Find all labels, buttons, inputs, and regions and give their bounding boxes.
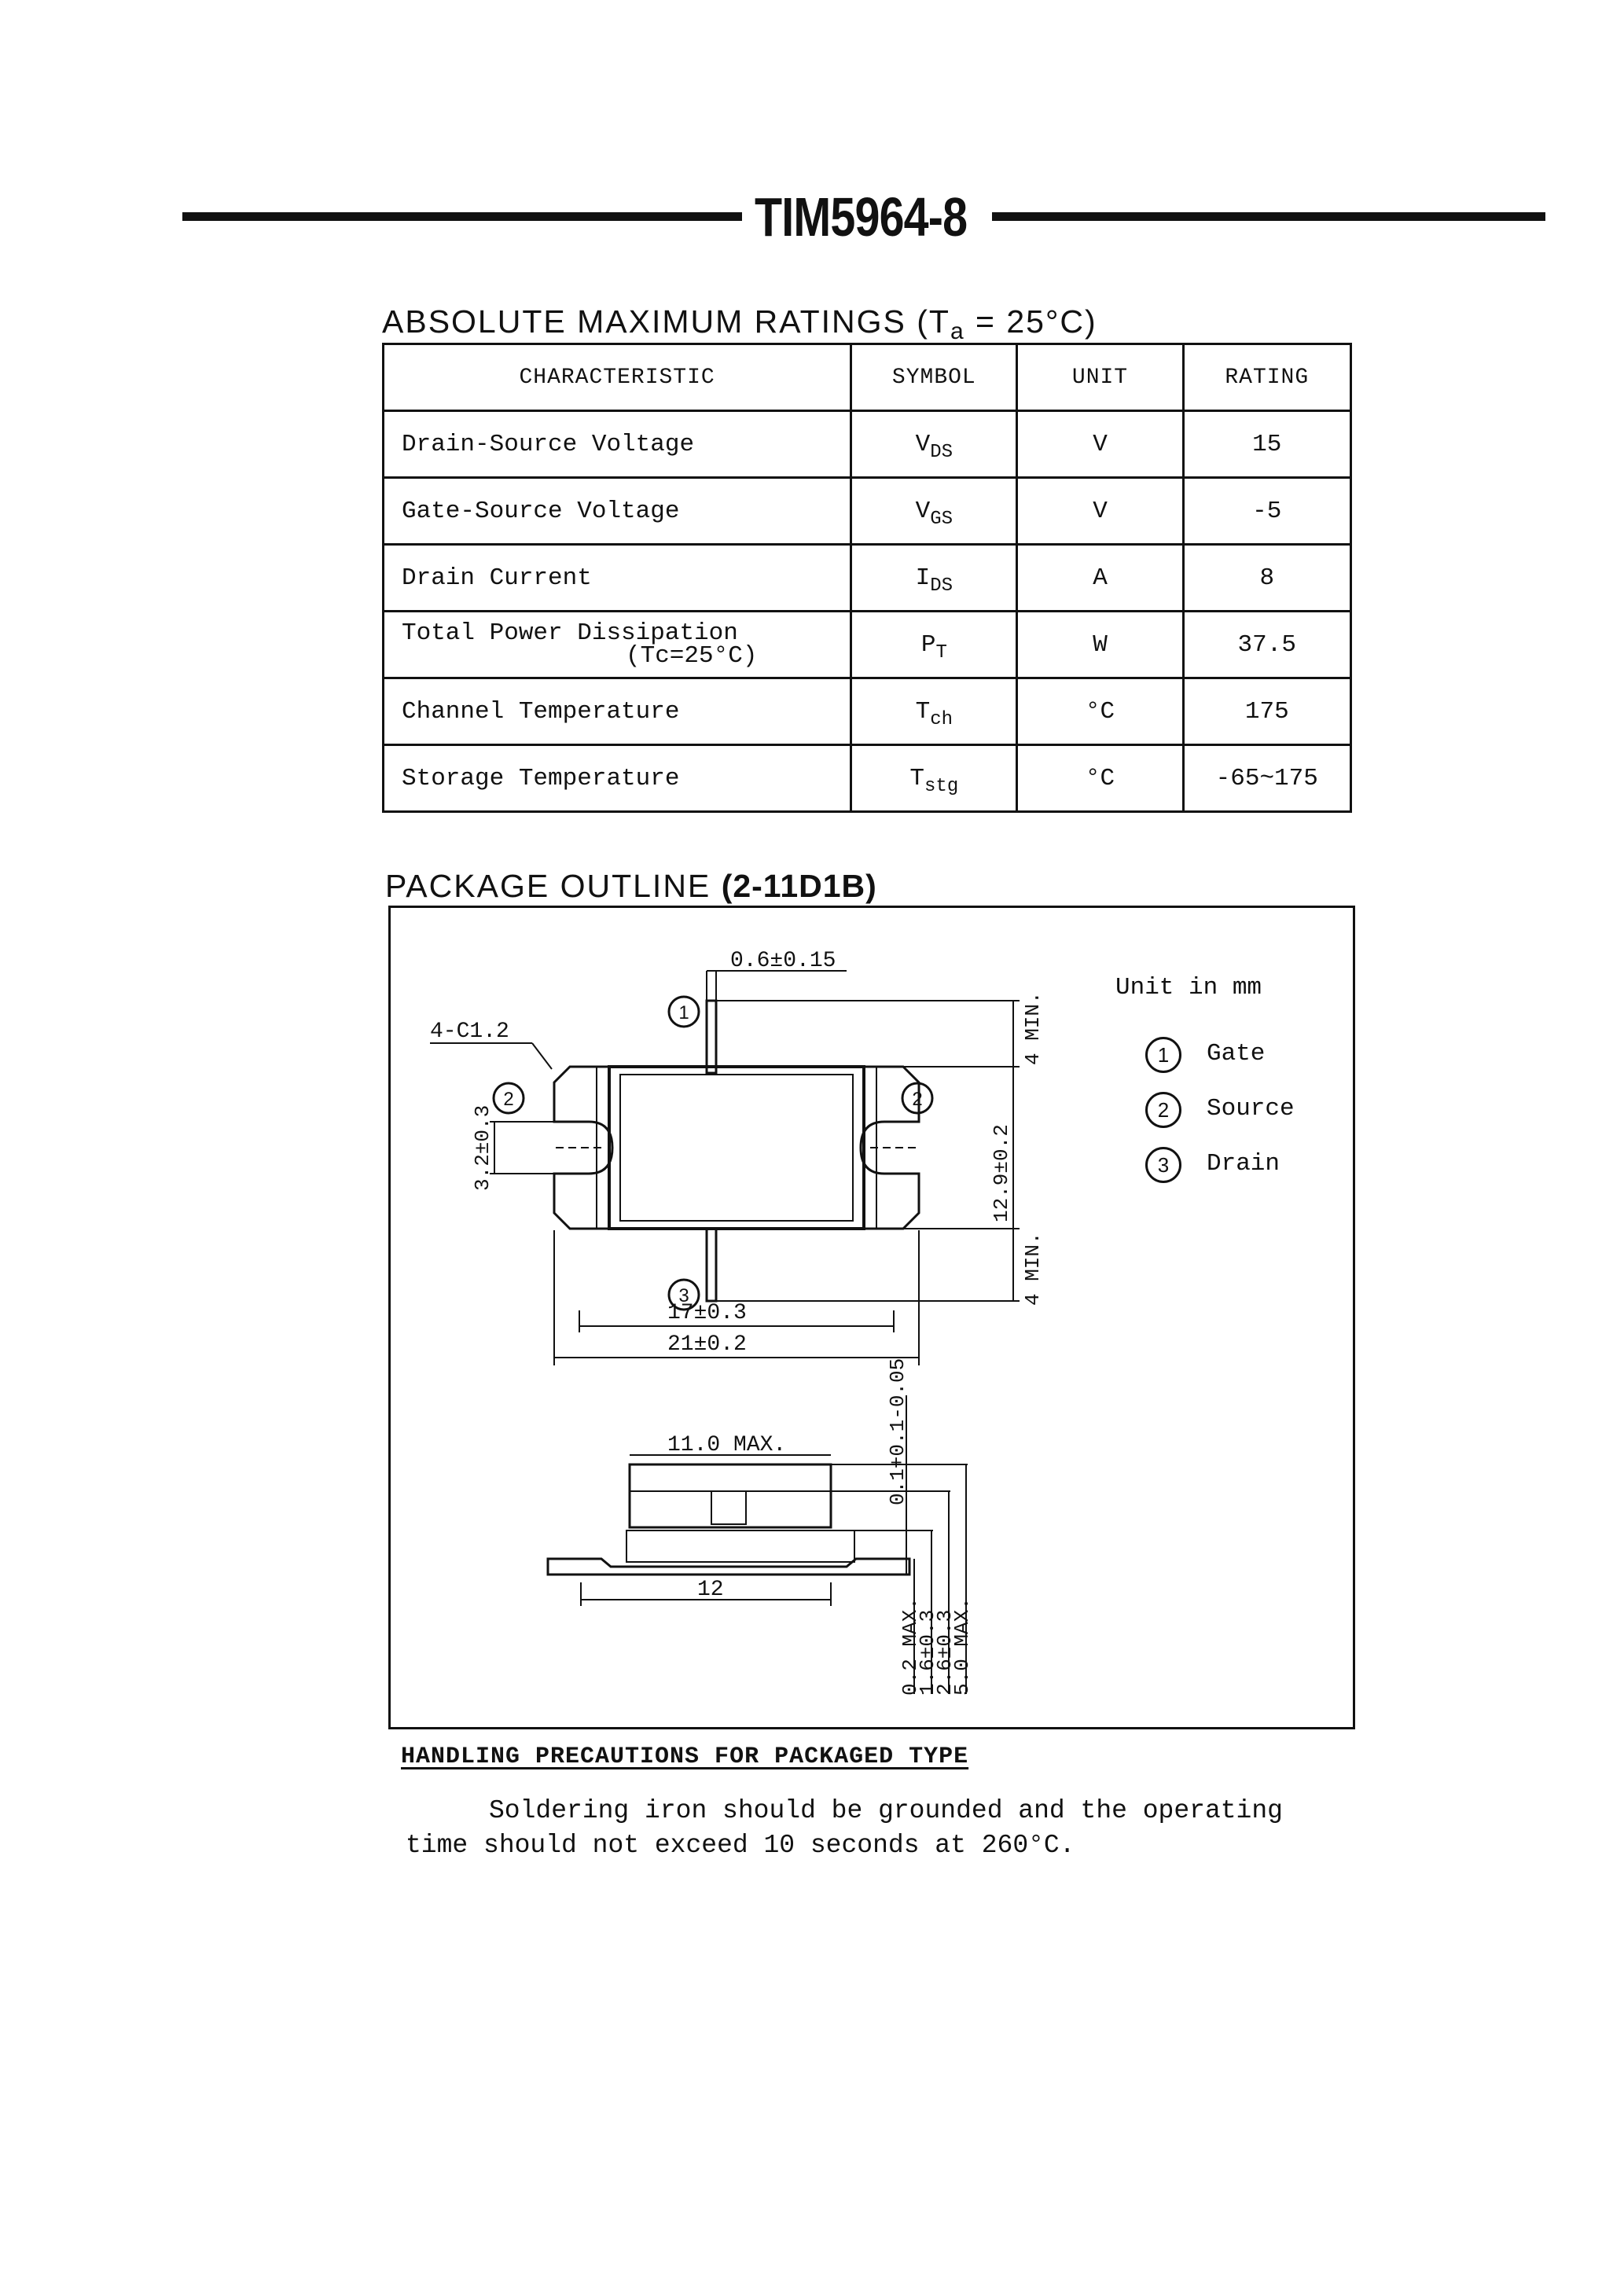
legend-pin-2-name: Source [1207, 1095, 1295, 1123]
symbol-letter: T [915, 697, 931, 726]
rating-cell: -5 [1183, 478, 1350, 545]
unit-cell: °C [1017, 745, 1183, 812]
dim-flange-width: 21±0.2 [667, 1332, 747, 1357]
ratings-heading-subscript: a [950, 318, 965, 344]
rating-cell: 175 [1183, 678, 1350, 745]
side-lead-stub [711, 1491, 746, 1524]
table-row [384, 545, 1351, 612]
table-row [384, 612, 1351, 678]
symbol-letter: V [915, 430, 931, 458]
rating-cell: 15 [1183, 411, 1350, 478]
unit-cell: °C [1017, 678, 1183, 745]
table-row [384, 745, 1351, 812]
table-row [384, 678, 1351, 745]
pin-marker-1-label: 1 [678, 1002, 689, 1023]
package-code: (2-11D1B) [721, 868, 877, 904]
column-header-rating: RATING [1183, 344, 1350, 411]
ratings-heading-tail: = 25°C) [964, 303, 1097, 340]
legend-pin-3-name: Drain [1207, 1150, 1280, 1178]
symbol-cell [851, 612, 1017, 678]
characteristic-cell: Drain Current [384, 545, 851, 612]
header-rule-right [992, 212, 1545, 221]
symbol-cell [851, 411, 1017, 478]
legend-pin-3-circle: 3 [1145, 1147, 1181, 1183]
characteristic-text: Total Power Dissipation [402, 619, 738, 647]
dim-inner-width: 17±0.3 [667, 1301, 747, 1325]
table-row [384, 411, 1351, 478]
dim-lead-width: 0.6±0.15 [730, 949, 836, 973]
chamfer-leader [532, 1043, 552, 1069]
pin-marker-2-right-label: 2 [912, 1089, 923, 1110]
characteristic-condition: (Tc=25°C) [626, 642, 758, 670]
characteristic-cell [384, 612, 851, 678]
characteristic-cell: Gate-Source Voltage [384, 478, 851, 545]
handling-line-1: Soldering iron should be grounded and the operating [489, 1796, 1283, 1825]
package-heading-text: PACKAGE OUTLINE [385, 868, 711, 904]
dim-height-d: 5.0 MAX. [950, 1597, 974, 1696]
symbol-cell [851, 678, 1017, 745]
dim-slot: 3.2±0.3 [471, 1104, 494, 1191]
side-lid [630, 1464, 831, 1527]
pin-marker-3-label: 3 [678, 1285, 689, 1306]
dim-lead-thickness: 0.1+0.1-0.05 [886, 1358, 909, 1505]
unit-cell: V [1017, 478, 1183, 545]
legend-pin-1-name: Gate [1207, 1040, 1266, 1067]
document-header [182, 178, 1545, 256]
column-header-unit: UNIT [1017, 344, 1183, 411]
ratings-table [382, 343, 1352, 813]
drain-lead [707, 1229, 716, 1301]
rating-cell: -65~175 [1183, 745, 1350, 812]
handling-line-2: time should not exceed 10 seconds at 260°C. [406, 1831, 1075, 1860]
characteristic-cell: Drain-Source Voltage [384, 411, 851, 478]
handling-precautions-text [406, 1794, 1372, 1863]
ratings-heading [382, 303, 1097, 344]
symbol-letter: I [915, 564, 931, 592]
dim-height-a: 0.2 MAX. [898, 1597, 922, 1696]
dim-base-length: 12 [697, 1578, 724, 1602]
symbol-subscript: ch [930, 708, 953, 730]
dim-chamfer: 4-C1.2 [430, 1020, 509, 1044]
symbol-subscript: GS [930, 508, 953, 530]
symbol-subscript: stg [924, 775, 959, 797]
characteristic-cell: Channel Temperature [384, 678, 851, 745]
handling-precautions-title: HANDLING PRECAUTIONS FOR PACKAGED TYPE [401, 1744, 969, 1770]
legend-pin-2-circle: 2 [1145, 1092, 1181, 1128]
dim-lead-min-bottom: 4 MIN. [1021, 1232, 1045, 1306]
unit-note: Unit in mm [1115, 974, 1262, 1001]
characteristic-cell: Storage Temperature [384, 745, 851, 812]
column-header-characteristic: CHARACTERISTIC [384, 344, 851, 411]
dim-body-height: 12.9±0.2 [990, 1124, 1013, 1222]
dim-lead-min-top: 4 MIN. [1021, 991, 1045, 1065]
symbol-cell [851, 745, 1017, 812]
gate-lead [707, 1001, 716, 1073]
side-base [626, 1531, 854, 1562]
symbol-letter: P [920, 630, 936, 659]
package-body [609, 1067, 864, 1229]
unit-cell: W [1017, 612, 1183, 678]
unit-cell: A [1017, 545, 1183, 612]
package-body-inner [620, 1075, 853, 1221]
table-row [384, 478, 1351, 545]
dim-lid-width: 11.0 MAX. [667, 1433, 787, 1457]
rating-cell: 8 [1183, 545, 1350, 612]
symbol-letter: T [909, 764, 925, 792]
unit-cell: V [1017, 411, 1183, 478]
ratings-heading-main: ABSOLUTE MAXIMUM RATINGS (T [382, 303, 950, 340]
symbol-subscript: DS [930, 575, 953, 597]
rating-cell: 37.5 [1183, 612, 1350, 678]
part-number-title: TIM5964-8 [755, 186, 968, 248]
symbol-cell [851, 478, 1017, 545]
symbol-subscript: T [935, 641, 947, 663]
dim-height-c: 2.6±0.3 [933, 1609, 957, 1696]
package-drawing [391, 908, 1358, 1732]
dim-height-b: 1.6±0.3 [916, 1609, 939, 1696]
pin-marker-2-left-label: 2 [503, 1089, 514, 1110]
legend-pin-1-circle: 1 [1145, 1037, 1181, 1073]
column-header-symbol: SYMBOL [851, 344, 1017, 411]
package-outline-heading [385, 868, 877, 905]
symbol-subscript: DS [930, 441, 953, 463]
package-outline-frame [388, 906, 1355, 1729]
symbol-cell [851, 545, 1017, 612]
table-header-row [384, 344, 1351, 411]
symbol-letter: V [915, 497, 931, 525]
header-rule-left [182, 212, 742, 221]
